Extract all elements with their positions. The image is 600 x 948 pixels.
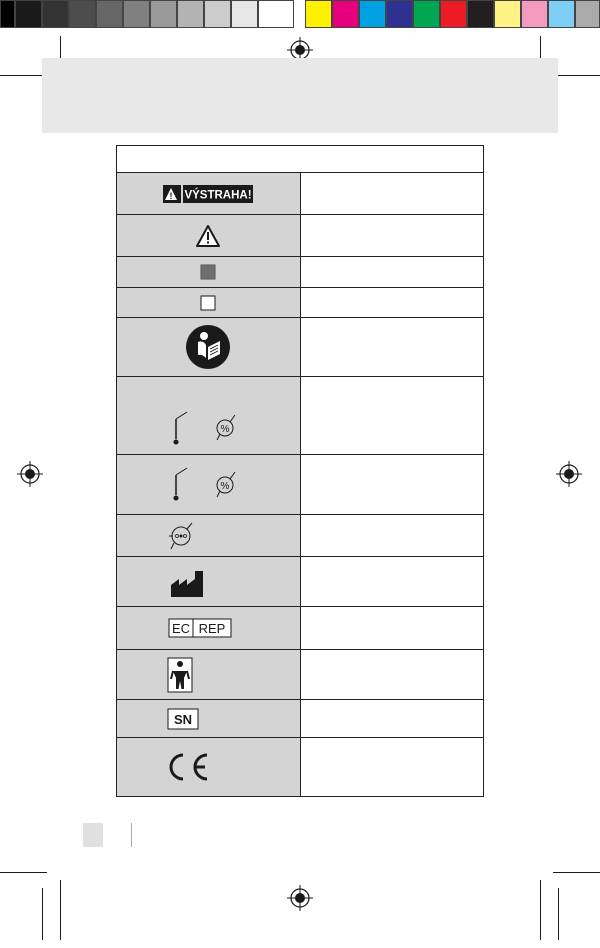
crop-mark [0, 75, 47, 76]
crop-mark [60, 880, 61, 940]
desc-cell [300, 288, 484, 318]
desc-cell [300, 607, 484, 650]
ce-mark-icon [163, 751, 253, 783]
rep-label: REP [198, 621, 226, 636]
icon-cell [117, 700, 301, 738]
color-swatch [521, 0, 548, 28]
table-row [117, 557, 484, 607]
crop-mark [42, 888, 43, 940]
temperature-humidity-icon [163, 409, 253, 449]
crop-mark [558, 888, 559, 940]
color-swatch [204, 0, 231, 28]
warning-signal-icon [163, 185, 253, 203]
body-type-icon [163, 657, 253, 693]
table-row [117, 515, 484, 557]
icon-cell [117, 257, 301, 288]
color-swatch [0, 0, 15, 28]
color-swatch [575, 0, 600, 28]
icon-cell [117, 288, 301, 318]
white-square-icon [200, 295, 216, 311]
read-manual-icon [185, 324, 231, 370]
color-swatch [548, 0, 575, 28]
ec-rep-icon [163, 617, 253, 639]
color-swatch [494, 0, 521, 28]
table-row [117, 738, 484, 797]
desc-cell [300, 173, 484, 215]
color-swatch [15, 0, 42, 28]
desc-cell [300, 455, 484, 515]
color-swatch [386, 0, 413, 28]
table-title-row [117, 146, 484, 173]
color-swatch [305, 0, 332, 28]
table-row [117, 288, 484, 318]
table-row [117, 318, 484, 377]
table-row [117, 377, 484, 455]
table-row [117, 173, 484, 215]
color-control-strip [0, 0, 600, 28]
warning-triangle-icon [195, 224, 221, 248]
color-swatch [69, 0, 96, 28]
manufacturer-icon [163, 565, 253, 599]
desc-cell [300, 738, 484, 797]
icon-cell [117, 455, 301, 515]
desc-cell [300, 257, 484, 288]
icon-cell [117, 607, 301, 650]
icon-cell [117, 738, 301, 797]
icon-cell [117, 377, 301, 455]
icon-cell [117, 173, 301, 215]
icon-cell [117, 515, 301, 557]
crop-mark [553, 75, 600, 76]
color-swatch [467, 0, 494, 28]
color-swatch [150, 0, 177, 28]
warning-label: VÝSTRAHA! [184, 189, 252, 201]
crop-mark [540, 880, 541, 940]
color-swatch [96, 0, 123, 28]
ec-label: EC [172, 621, 191, 636]
serial-number-icon [163, 707, 253, 731]
color-swatch [332, 0, 359, 28]
gray-square-icon [200, 264, 216, 280]
table-row [117, 215, 484, 257]
crop-mark [0, 872, 47, 873]
color-swatch [231, 0, 258, 28]
desc-cell [300, 215, 484, 257]
pressure-limit-icon [163, 521, 253, 551]
desc-cell [300, 650, 484, 700]
page-number-box [83, 823, 103, 847]
icon-cell [117, 318, 301, 377]
color-swatch [123, 0, 150, 28]
icon-cell [117, 557, 301, 607]
table-title-cell [117, 146, 484, 173]
table-row [117, 257, 484, 288]
color-swatch [42, 0, 69, 28]
color-swatch [440, 0, 467, 28]
temperature-humidity-icon [163, 465, 253, 505]
table-row [117, 650, 484, 700]
header-band [42, 58, 558, 133]
color-swatch [258, 0, 294, 28]
page-number-divider [131, 823, 132, 847]
registration-mark-icon [17, 461, 43, 487]
color-swatch [177, 0, 204, 28]
desc-cell [300, 557, 484, 607]
svg-text:%: % [220, 480, 230, 492]
crop-mark [553, 872, 600, 873]
desc-cell [300, 700, 484, 738]
sn-label: SN [174, 711, 193, 727]
svg-text:%: % [220, 423, 230, 435]
registration-mark-icon [556, 461, 582, 487]
icon-cell [117, 215, 301, 257]
icon-cell [117, 650, 301, 700]
table-row [117, 607, 484, 650]
color-swatch [359, 0, 386, 28]
symbol-table [116, 145, 484, 797]
color-swatch [413, 0, 440, 28]
svg-text:!: ! [169, 190, 173, 201]
table-row [117, 455, 484, 515]
desc-cell [300, 377, 484, 455]
table-row [117, 700, 484, 738]
registration-mark-icon [287, 885, 313, 911]
desc-cell [300, 318, 484, 377]
desc-cell [300, 515, 484, 557]
